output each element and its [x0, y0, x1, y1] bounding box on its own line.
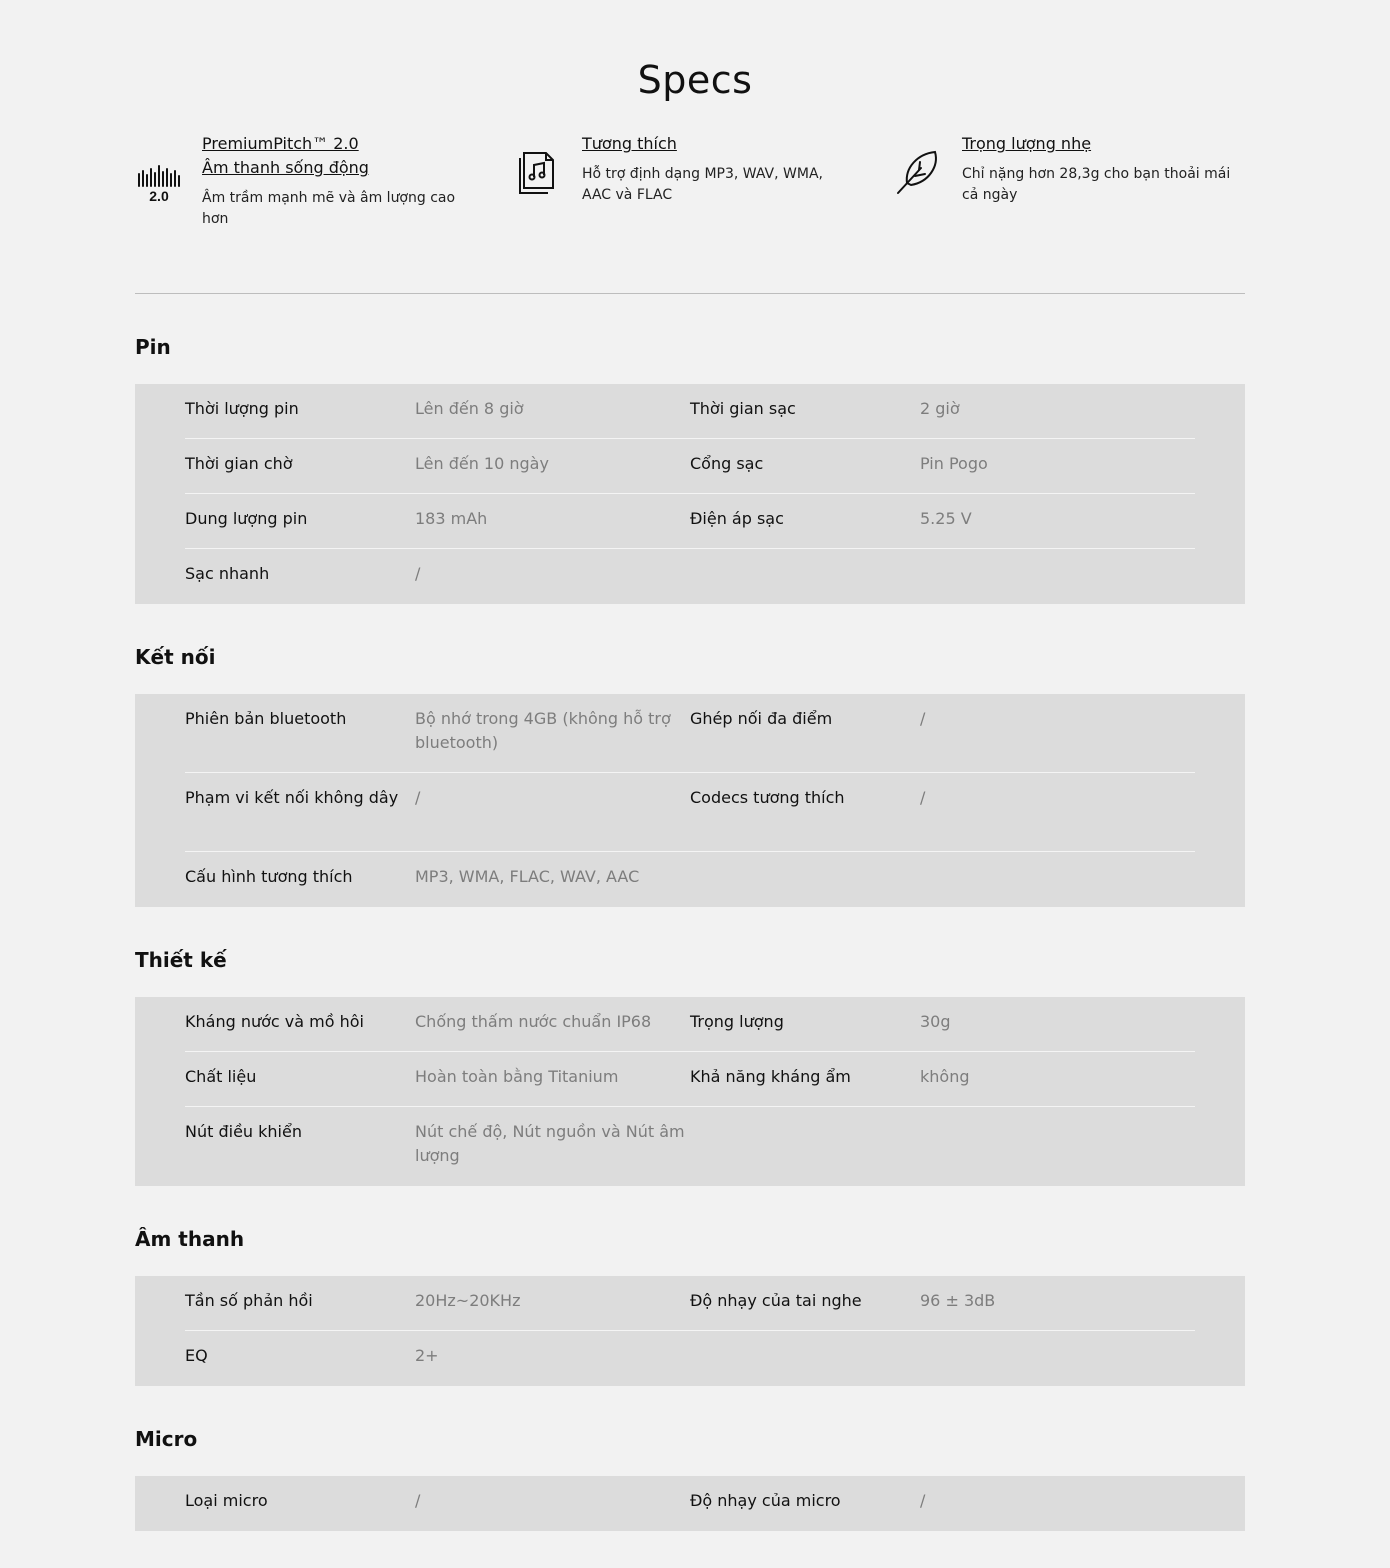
divider — [135, 293, 1245, 294]
section-title: Âm thanh — [135, 1227, 245, 1251]
spec-value: Chống thấm nước chuẩn IP68 — [415, 1012, 652, 1031]
spec-table — [135, 1476, 1245, 1531]
spec-value: 5.25 V — [920, 509, 972, 528]
spec-value: / — [415, 564, 421, 583]
feature-text — [582, 132, 852, 206]
spec-value: MP3, WMA, FLAC, WAV, AAC — [415, 867, 640, 886]
feature-highlights — [135, 132, 1245, 242]
spec-row — [185, 1331, 1195, 1386]
spec-value: Bộ nhớ trong 4GB (không hỗ trợ bluetooth) — [415, 709, 671, 752]
spec-label: Thời gian chờ — [185, 454, 293, 473]
spec-value: Pin Pogo — [920, 454, 988, 473]
section-microphone — [135, 1425, 1245, 1510]
feature-description: Âm trầm mạnh mẽ và âm lượng cao hơn — [202, 190, 456, 227]
spec-label: Trọng lượng — [690, 1012, 784, 1031]
spec-label: Loại micro — [185, 1491, 268, 1510]
spec-row — [185, 694, 1195, 773]
spec-label: Cổng sạc — [690, 454, 764, 473]
feature-description: Chỉ nặng hơn 28,3g cho bạn thoải mái cả ngày — [962, 166, 1231, 203]
section-design — [135, 946, 1245, 1165]
spec-value: Lên đến 10 ngày — [415, 454, 549, 473]
svg-text:2.0: 2.0 — [149, 188, 169, 204]
spec-row — [185, 1276, 1195, 1331]
section-connectivity — [135, 643, 1245, 886]
music-file-icon — [515, 148, 559, 200]
feature-heading-link[interactable]: Trọng lượng nhẹ — [962, 134, 1092, 153]
spec-label: Dung lượng pin — [185, 509, 308, 528]
feature-text — [962, 132, 1232, 206]
spec-value: Lên đến 8 giờ — [415, 399, 524, 418]
section-title: Pin — [135, 335, 171, 359]
page-title: Specs — [637, 58, 753, 102]
spec-row — [185, 852, 1195, 907]
spec-label: Tần số phản hồi — [185, 1291, 313, 1310]
spec-value: 20Hz~20KHz — [415, 1291, 521, 1310]
spec-label: Thời lượng pin — [185, 399, 299, 418]
spec-table — [135, 694, 1245, 907]
feature-text — [202, 132, 472, 230]
feature-subheading-link[interactable]: Âm thanh sống động — [202, 158, 369, 177]
spec-row — [185, 549, 1195, 604]
section-audio — [135, 1225, 1245, 1365]
spec-label: Sạc nhanh — [185, 564, 270, 583]
spec-label: Codecs tương thích — [690, 788, 845, 807]
feature-heading-link[interactable]: Tương thích — [582, 134, 677, 153]
spec-value: 183 mAh — [415, 509, 488, 528]
spec-label: Độ nhạy của tai nghe — [690, 1291, 862, 1310]
spec-row — [185, 997, 1195, 1052]
spec-row — [185, 1476, 1195, 1531]
spec-value: / — [920, 788, 926, 807]
spec-row — [185, 494, 1195, 549]
spec-table — [135, 1276, 1245, 1386]
spec-label: Khả năng kháng ẩm — [690, 1067, 851, 1086]
spec-label: Cấu hình tương thích — [185, 867, 353, 886]
section-title: Micro — [135, 1427, 198, 1451]
section-title: Thiết kế — [135, 948, 227, 972]
spec-value: 2 giờ — [920, 399, 960, 418]
spec-label: Phiên bản bluetooth — [185, 709, 347, 728]
spec-label: Phạm vi kết nối không dây — [185, 788, 399, 807]
spec-label: Thời gian sạc — [690, 399, 796, 418]
spec-value: Hoàn toàn bằng Titanium — [415, 1067, 619, 1086]
spec-value: / — [415, 788, 421, 807]
spec-row — [185, 773, 1195, 852]
spec-value: / — [920, 1491, 926, 1510]
spec-value: / — [415, 1491, 421, 1510]
feature-heading-link[interactable]: PremiumPitch™ 2.0 — [202, 134, 359, 153]
spec-row — [185, 1107, 1195, 1186]
spec-label: Chất liệu — [185, 1067, 257, 1086]
spec-label: Điện áp sạc — [690, 509, 784, 528]
section-title: Kết nối — [135, 645, 216, 669]
spec-label: Kháng nước và mồ hôi — [185, 1012, 364, 1031]
premiumpitch-2-0-icon — [135, 164, 183, 208]
spec-value: 30g — [920, 1012, 951, 1031]
spec-value: không — [920, 1067, 970, 1086]
spec-row — [185, 384, 1195, 439]
section-pin — [135, 333, 1245, 583]
spec-label: Nút điều khiển — [185, 1122, 302, 1141]
spec-label: Ghép nối đa điểm — [690, 709, 833, 728]
spec-value: Nút chế độ, Nút nguồn và Nút âm lượng — [415, 1122, 685, 1165]
spec-row — [185, 1052, 1195, 1107]
spec-value: 96 ± 3dB — [920, 1291, 996, 1310]
spec-row — [185, 439, 1195, 494]
spec-label: Độ nhạy của micro — [690, 1491, 841, 1510]
feature-description: Hỗ trợ định dạng MP3, WAV, WMA, AAC và FLAC — [582, 166, 823, 203]
feather-icon — [895, 148, 943, 200]
spec-value: / — [920, 709, 926, 728]
spec-label: EQ — [185, 1346, 208, 1365]
spec-table — [135, 384, 1245, 604]
spec-table — [135, 997, 1245, 1186]
spec-value: 2+ — [415, 1346, 439, 1365]
